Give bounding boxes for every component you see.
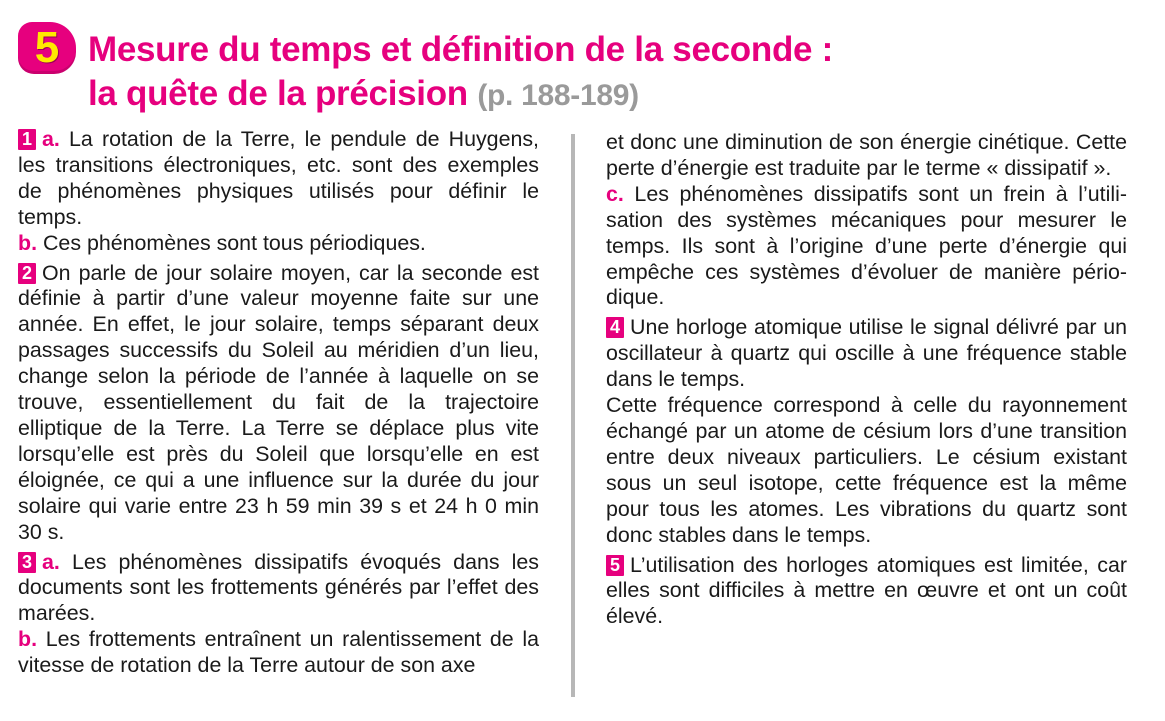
section-title <box>88 28 833 118</box>
answer-1b <box>18 231 539 257</box>
answer-3a-text: Les phénomènes dissipatifs évoqués dans les documents sont les frottements générés par l’effet des marées. <box>18 549 539 626</box>
section-number-badge <box>18 22 76 74</box>
answer-5-number: 5 <box>606 555 624 576</box>
answer-3-number: 3 <box>18 552 36 573</box>
answer-3c <box>606 182 1127 312</box>
answer-3b-text: Les frottements entraînent un ralentissement de la vitesse de rotation de la Terre autour de son axe <box>18 627 540 678</box>
answer-1a <box>18 127 539 231</box>
answer-5-text: L’utilisation des horloges atomiques est limitée, car elles sont difficiles à mettre en œuvre et ont un coût élevé. <box>606 552 1127 629</box>
answer-4-number: 4 <box>606 317 624 338</box>
title-line-1: Mesure du temps et définition de la seconde : <box>88 30 833 69</box>
page-reference: (p. 188-189) <box>477 79 639 112</box>
answer-3b-label: b. <box>18 627 38 652</box>
answer-1b-text: Ces phénomènes sont tous périodiques. <box>42 230 426 255</box>
right-column <box>606 130 1127 630</box>
answer-3a-label: a. <box>42 549 60 574</box>
answer-2-number: 2 <box>18 263 36 284</box>
answer-4-paragraph-2 <box>606 393 1127 548</box>
answer-4 <box>606 315 1127 393</box>
answer-3c-text: Les phénomènes dissipatifs sont un frein à l’utilisation des systèmes mécaniques pour mesurer le temps. Ils sont à l’origine d’une perte d’énergie qui empêche ces systèmes d’évoluer de manière périodique. <box>606 181 1127 310</box>
section-number: 5 <box>34 23 60 72</box>
column-divider <box>571 134 575 697</box>
left-column <box>18 127 539 679</box>
section-header <box>18 22 1148 122</box>
answer-2 <box>18 261 539 546</box>
answer-3a <box>18 550 539 628</box>
answer-2-text: On parle de jour solaire moyen, car la seconde est définie à partir d’une valeur moyenne faite sur une année. En effet, le jour solaire, temps séparant deux passages successifs du Soleil au méridien d’un lieu, change selon la période de l’année à laquelle on se trouve, essentiellement du fait de la trajectoire elliptique de la Terre. La Terre se déplace plus vite lorsqu’elle est près du Soleil que lorsqu’elle en est éloignée, ce qui a une influence sur la durée du jour solaire qui varie entre 23 h 59 min 39 s et 24 h 0 min 30 s. <box>18 260 539 544</box>
answer-3b-continued <box>606 130 1127 182</box>
answer-1a-label: a. <box>42 127 60 151</box>
answer-4-text-2: Cette fréquence correspond à celle du rayonnement échangé par un atome de césium lors d’une transition entre deux niveaux particuliers. Le césium existant sous un seul isotope, cette fréquence est la même pour tous les atomes. Les vibrations du quartz sont donc stables dans le temps. <box>606 393 1127 547</box>
answer-1b-label: b. <box>18 230 38 255</box>
answer-1a-text: La rotation de la Terre, le pendule de Huygens, les transitions électroniques, etc. sont des exemples de phénomènes physiques utilisés pour définir le temps. <box>18 127 539 229</box>
answer-3c-label: c. <box>606 181 624 206</box>
title-line-2: la quête de la précision <box>88 74 468 113</box>
answer-5 <box>606 553 1127 631</box>
answer-3b-text-continued: et donc une diminution de son énergie cinétique. Cette perte d’énergie est traduite par le terme « dissipatif ». <box>606 130 1127 180</box>
answer-4-text-1: Une horloge atomique utilise le signal délivré par un oscillateur à quartz qui oscille à une fréquence stable dans le temps. <box>606 315 1127 392</box>
answer-3b <box>18 627 539 679</box>
answer-1-number: 1 <box>18 129 36 150</box>
